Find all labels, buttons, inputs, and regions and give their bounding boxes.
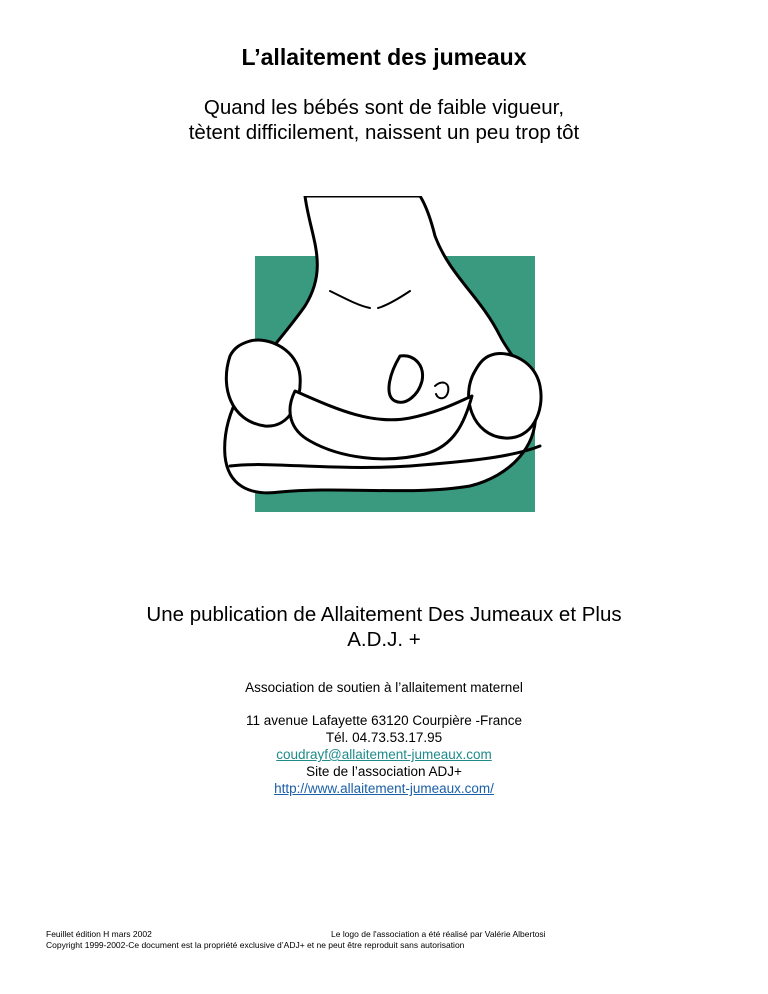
copyright-note: Copyright 1999-2002-Ce document est la propriété exclusive d’ADJ+ et ne peut être reproduit sans autorisation: [46, 940, 465, 950]
publication-line-2: A.D.J. +: [347, 628, 421, 651]
association-logo: [210, 196, 550, 516]
publication-line-1: Une publication de Allaitement Des Jumeaux et Plus: [146, 603, 622, 626]
publication-credit: [0, 602, 768, 652]
subtitle-line-1: Quand les bébés sont de faible vigueur,: [203, 96, 565, 119]
footer: [46, 929, 726, 951]
footer-row: [46, 929, 726, 940]
address: 11 avenue Lafayette 63120 Courpière -France: [246, 713, 522, 728]
site-label: Site de l’association ADJ+: [306, 764, 462, 779]
subtitle-line-2: tètent difficilement, naissent un peu trop tôt: [188, 121, 580, 144]
page-title: L’allaitement des jumeaux: [241, 44, 527, 70]
edition-note: Feuillet édition H mars 2002: [46, 929, 152, 939]
association-tagline: Association de soutien à l’allaitement maternel: [245, 680, 523, 695]
phone: Tél. 04.73.53.17.95: [325, 730, 443, 745]
site-line: [0, 780, 768, 797]
right-baby-head: [469, 353, 541, 438]
breastfeeding-twins-illustration-icon: [210, 196, 550, 516]
logo-credit: Le logo de l'association a été réalisé par Valérie Albertosi: [331, 929, 546, 939]
email-line: [0, 746, 768, 763]
subtitle: [0, 95, 768, 145]
contact-block: [0, 712, 768, 797]
email-link[interactable]: coudrayf@allaitement-jumeaux.com: [276, 747, 492, 762]
website-link[interactable]: http://www.allaitement-jumeaux.com/: [274, 781, 494, 796]
